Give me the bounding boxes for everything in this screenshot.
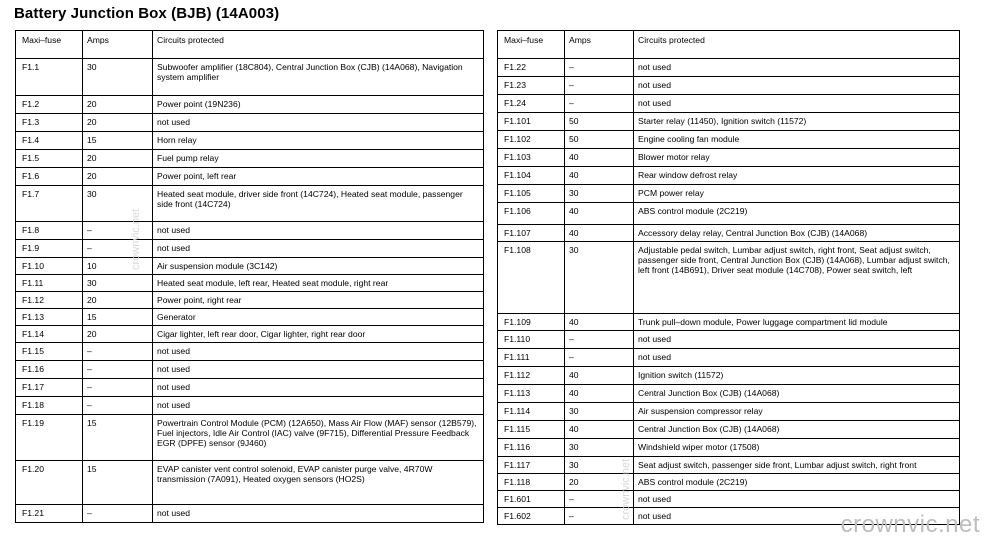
circuit-cell: Power point, right rear (153, 292, 484, 309)
table-row (16, 415, 484, 461)
fuse-id-cell: F1.601 (498, 491, 565, 508)
amps-cell: 30 (83, 275, 153, 292)
table-row (16, 132, 484, 150)
amps-cell: 20 (83, 150, 153, 168)
fuse-id-cell: F1.112 (498, 367, 565, 385)
table-row (498, 225, 960, 242)
table-header-row (16, 31, 484, 59)
amps-cell: 30 (565, 403, 634, 421)
fuse-id-cell: F1.116 (498, 439, 565, 457)
fuse-id-cell: F1.4 (16, 132, 83, 150)
amps-cell: 40 (565, 225, 634, 242)
amps-cell: 30 (565, 185, 634, 203)
fuse-id-cell: F1.118 (498, 474, 565, 491)
amps-cell: 15 (83, 461, 153, 505)
fuse-id-cell: F1.14 (16, 326, 83, 343)
circuit-cell: Air suspension compressor relay (634, 403, 960, 421)
circuit-cell: not used (153, 114, 484, 132)
table-row (498, 113, 960, 131)
table-row (498, 474, 960, 491)
fuse-id-cell: F1.24 (498, 95, 565, 113)
circuit-cell: not used (153, 222, 484, 240)
amps-cell: 20 (83, 292, 153, 309)
amps-cell: 40 (565, 421, 634, 439)
fuse-id-cell: F1.23 (498, 77, 565, 95)
fuse-table-right (497, 30, 960, 525)
fuse-id-cell: F1.12 (16, 292, 83, 309)
fuse-id-cell: F1.110 (498, 331, 565, 349)
fuse-id-cell: F1.5 (16, 150, 83, 168)
amps-cell: – (83, 397, 153, 415)
table-row (498, 167, 960, 185)
circuit-cell: Heated seat module, left rear, Heated seat module, right rear (153, 275, 484, 292)
table-row (498, 149, 960, 167)
fuse-id-cell: F1.102 (498, 131, 565, 149)
fuse-id-cell: F1.10 (16, 258, 83, 275)
table-row (16, 96, 484, 114)
circuit-cell: not used (634, 331, 960, 349)
table-row (16, 379, 484, 397)
amps-cell: 20 (565, 474, 634, 491)
table-row (498, 403, 960, 421)
fuse-id-cell: F1.1 (16, 59, 83, 96)
amps-cell: 10 (83, 258, 153, 275)
circuit-cell: not used (153, 361, 484, 379)
amps-cell: 40 (565, 385, 634, 403)
fuse-id-cell: F1.9 (16, 240, 83, 258)
table-row (498, 242, 960, 314)
table-row (498, 203, 960, 225)
fuse-id-cell: F1.22 (498, 59, 565, 77)
circuit-cell: Central Junction Box (CJB) (14A068) (634, 385, 960, 403)
circuit-cell: Heated seat module, driver side front (14C724), Heated seat module, passenger side front (14C724) (153, 186, 484, 222)
circuit-cell: not used (634, 491, 960, 508)
table-row (16, 309, 484, 326)
table-row (16, 326, 484, 343)
table-row (16, 361, 484, 379)
amps-cell: – (565, 95, 634, 113)
table-row (498, 367, 960, 385)
circuit-cell: Air suspension module (3C142) (153, 258, 484, 275)
circuit-cell: not used (634, 95, 960, 113)
amps-cell: – (83, 222, 153, 240)
table-row (498, 185, 960, 203)
circuit-cell: not used (153, 505, 484, 523)
fuse-id-cell: F1.101 (498, 113, 565, 131)
circuit-cell: Ignition switch (11572) (634, 367, 960, 385)
fuse-id-cell: F1.104 (498, 167, 565, 185)
amps-cell: – (83, 379, 153, 397)
amps-cell: – (565, 349, 634, 367)
header-maxi-fuse: Maxi–fuse (16, 31, 83, 59)
circuit-cell: Fuel pump relay (153, 150, 484, 168)
table-row (16, 114, 484, 132)
fuse-id-cell: F1.17 (16, 379, 83, 397)
circuit-cell: Central Junction Box (CJB) (14A068) (634, 421, 960, 439)
circuit-cell: Accessory delay relay, Central Junction Box (CJB) (14A068) (634, 225, 960, 242)
circuit-cell: not used (153, 397, 484, 415)
circuit-cell: not used (153, 343, 484, 361)
amps-cell: 20 (83, 114, 153, 132)
table-row (498, 314, 960, 331)
table-row (498, 77, 960, 95)
circuit-cell: Power point, left rear (153, 168, 484, 186)
header-maxi-fuse: Maxi–fuse (498, 31, 565, 59)
fuse-id-cell: F1.21 (16, 505, 83, 523)
circuit-cell: not used (634, 59, 960, 77)
fuse-id-cell: F1.18 (16, 397, 83, 415)
fuse-id-cell: F1.6 (16, 168, 83, 186)
fuse-id-cell: F1.103 (498, 149, 565, 167)
fuse-id-cell: F1.111 (498, 349, 565, 367)
page-title: Battery Junction Box (BJB) (14A003) (14, 5, 280, 22)
amps-cell: – (565, 77, 634, 95)
amps-cell: 30 (83, 59, 153, 96)
table-row (498, 95, 960, 113)
fuse-id-cell: F1.11 (16, 275, 83, 292)
table-row (16, 397, 484, 415)
circuit-cell: Trunk pull–down module, Power luggage compartment lid module (634, 314, 960, 331)
table-row (16, 292, 484, 309)
circuit-cell: Windshield wiper motor (17508) (634, 439, 960, 457)
circuit-cell: Horn relay (153, 132, 484, 150)
fuse-id-cell: F1.7 (16, 186, 83, 222)
amps-cell: 40 (565, 167, 634, 185)
side-watermark-right: crownvic.net (620, 458, 632, 520)
table-row (498, 491, 960, 508)
amps-cell: 15 (83, 415, 153, 461)
amps-cell: 15 (83, 132, 153, 150)
fuse-id-cell: F1.117 (498, 457, 565, 474)
circuit-cell: not used (634, 508, 960, 525)
table-row (498, 349, 960, 367)
fuse-id-cell: F1.602 (498, 508, 565, 525)
fuse-id-cell: F1.109 (498, 314, 565, 331)
site-watermark: crownvic.net (840, 511, 980, 538)
amps-cell: 30 (565, 457, 634, 474)
amps-cell: 20 (83, 326, 153, 343)
amps-cell: – (83, 343, 153, 361)
header-circuits-protected: Circuits protected (634, 31, 960, 59)
circuit-cell: EVAP canister vent control solenoid, EVAP canister purge valve, 4R70W transmission (7A091), Heated oxygen sensors (HO2S) (153, 461, 484, 505)
fuse-id-cell: F1.113 (498, 385, 565, 403)
fuse-id-cell: F1.15 (16, 343, 83, 361)
fuse-id-cell: F1.3 (16, 114, 83, 132)
amps-cell: 30 (83, 186, 153, 222)
amps-cell: – (565, 508, 634, 525)
side-watermark-left: crownvic.net (130, 208, 142, 270)
fuse-id-cell: F1.107 (498, 225, 565, 242)
amps-cell: 40 (565, 203, 634, 225)
amps-cell: 20 (83, 96, 153, 114)
amps-cell: 50 (565, 131, 634, 149)
amps-cell: 30 (565, 242, 634, 314)
header-circuits-protected: Circuits protected (153, 31, 484, 59)
table-row (498, 331, 960, 349)
amps-cell: 40 (565, 149, 634, 167)
fuse-id-cell: F1.13 (16, 309, 83, 326)
amps-cell: 15 (83, 309, 153, 326)
circuit-cell: ABS control module (2C219) (634, 474, 960, 491)
table-row (498, 421, 960, 439)
circuit-cell: Rear window defrost relay (634, 167, 960, 185)
table-row (498, 131, 960, 149)
circuit-cell: Engine cooling fan module (634, 131, 960, 149)
circuit-cell: Power point (19N236) (153, 96, 484, 114)
amps-cell: – (565, 331, 634, 349)
table-row (16, 150, 484, 168)
table-row (16, 258, 484, 275)
amps-cell: – (565, 491, 634, 508)
amps-cell: 50 (565, 113, 634, 131)
circuit-cell: not used (634, 349, 960, 367)
table-row (16, 222, 484, 240)
circuit-cell: not used (634, 77, 960, 95)
table-row (16, 275, 484, 292)
table-row (498, 59, 960, 77)
amps-cell: 30 (565, 439, 634, 457)
circuit-cell: not used (153, 379, 484, 397)
amps-cell: 40 (565, 367, 634, 385)
table-row (16, 461, 484, 505)
table-header-row (498, 31, 960, 59)
amps-cell: – (83, 505, 153, 523)
amps-cell: 40 (565, 314, 634, 331)
circuit-cell: Adjustable pedal switch, Lumbar adjust switch, right front, Seat adjust switch, passenger side front, Central Junction Box (CJB) (14A068), Lumbar adjust switch, left front (14B691), Driver seat module (14C708), Power seat switch, left (634, 242, 960, 314)
fuse-id-cell: F1.20 (16, 461, 83, 505)
fuse-id-cell: F1.105 (498, 185, 565, 203)
table-row (498, 385, 960, 403)
circuit-cell: not used (153, 240, 484, 258)
header-amps: Amps (83, 31, 153, 59)
circuit-cell: Powertrain Control Module (PCM) (12A650), Mass Air Flow (MAF) sensor (12B579), Fuel injectors, Idle Air Control (IAC) valve (9F715), Differential Pressure Feedback EGR (DPFE) sensor (9J460) (153, 415, 484, 461)
amps-cell: – (83, 240, 153, 258)
fuse-id-cell: F1.106 (498, 203, 565, 225)
circuit-cell: Blower motor relay (634, 149, 960, 167)
table-row (16, 505, 484, 523)
circuit-cell: Seat adjust switch, passenger side front, Lumbar adjust switch, right front (634, 457, 960, 474)
table-row (16, 240, 484, 258)
fuse-id-cell: F1.108 (498, 242, 565, 314)
fuse-id-cell: F1.19 (16, 415, 83, 461)
fuse-id-cell: F1.114 (498, 403, 565, 421)
table-row (498, 457, 960, 474)
table-row (16, 343, 484, 361)
fuse-id-cell: F1.2 (16, 96, 83, 114)
table-row (16, 168, 484, 186)
amps-cell: – (565, 59, 634, 77)
amps-cell: – (83, 361, 153, 379)
table-row (498, 439, 960, 457)
table-row (16, 59, 484, 96)
amps-cell: 20 (83, 168, 153, 186)
circuit-cell: PCM power relay (634, 185, 960, 203)
circuit-cell: Generator (153, 309, 484, 326)
table-row (16, 186, 484, 222)
circuit-cell: ABS control module (2C219) (634, 203, 960, 225)
fuse-id-cell: F1.16 (16, 361, 83, 379)
circuit-cell: Starter relay (11450), Ignition switch (11572) (634, 113, 960, 131)
fuse-id-cell: F1.8 (16, 222, 83, 240)
fuse-id-cell: F1.115 (498, 421, 565, 439)
fuse-table-left (15, 30, 484, 523)
header-amps: Amps (565, 31, 634, 59)
circuit-cell: Subwoofer amplifier (18C804), Central Junction Box (CJB) (14A068), Navigation system amplifier (153, 59, 484, 96)
circuit-cell: Cigar lighter, left rear door, Cigar lighter, right rear door (153, 326, 484, 343)
